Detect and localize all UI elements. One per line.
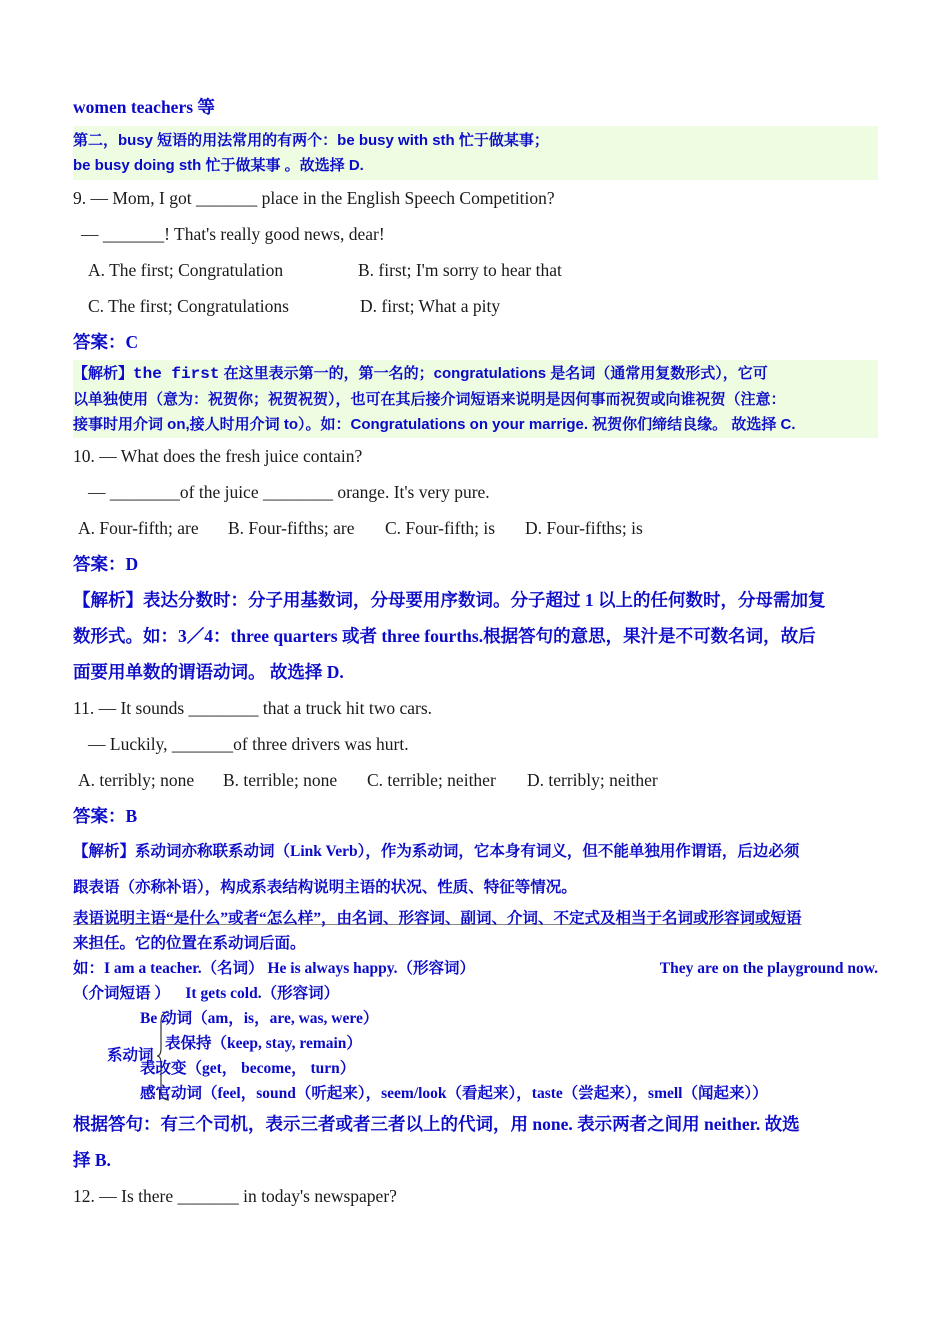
q11-stem: 11. — It sounds ________ that a truck hit two cars.	[73, 698, 433, 718]
document-page	[73, 92, 878, 1214]
q9-explanation	[73, 360, 878, 438]
q11-conclusion2: 择 B.	[73, 1150, 111, 1170]
q11-example1-left: 如：I am a teacher.（名词） He is always happy.（形容词）	[73, 960, 476, 977]
q11-expl-line1: 【解析】系动词亦称联系动词（Link Verb），作为系动词，它本身有词义，但不能单独用作谓语，后边必须	[73, 843, 800, 860]
q9-option-a: A. The first; Congratulation	[88, 260, 284, 280]
q11-option-d: D. terribly; neither	[527, 770, 658, 790]
q10-option-a: A. Four-fifth; are	[78, 518, 199, 538]
q9-expl-line1	[73, 361, 878, 387]
q11-reply: — Luckily, _______of three drivers was hurt.	[88, 734, 409, 754]
q11-example1-right: They are on the playground now.	[659, 960, 878, 977]
q11-conclusion1: 根据答句：有三个司机，表示三者或者三者以上的代词，用 none. 表示两者之间用 neither. 故选	[73, 1114, 800, 1134]
q9-reply: — _______! That's really good news, dear!	[81, 224, 385, 244]
q9-options-row1	[73, 252, 878, 288]
q9-expl-text1: 在这里表示第一的，第一名的；congratulations 是名词（通常用复数形式），它可	[219, 365, 768, 382]
q11-option-c: C. terrible; neither	[367, 770, 496, 790]
q9-option-b: B. first; I'm sorry to hear that	[358, 260, 562, 280]
top-line: women teachers 等	[73, 97, 215, 117]
q10-option-b: B. Four-fifths; are	[228, 518, 355, 538]
q11-option-a: A. terribly; none	[78, 770, 195, 790]
q9-expl-prefix: 【解析】	[73, 365, 134, 382]
tree-item-change: 表改变（get， become， turn）	[140, 1060, 356, 1077]
q12-stem: 12. — Is there _______ in today's newspaper?	[73, 1186, 397, 1206]
q9-expl-mono: the first	[133, 365, 220, 383]
tree-item-be: Be 动词（am，is，are, was, were）	[140, 1010, 379, 1027]
q11-option-b: B. terrible; none	[223, 770, 338, 790]
tree-root: 系动词	[107, 1047, 154, 1064]
linking-verb-tree	[73, 1006, 878, 1106]
q9-expl-line3: 接事时用介词 on,接人时用介词 to）。如：Congratulations on your marrige. 祝贺你们缔结良缘。 故选择 C.	[73, 416, 796, 433]
q10-option-d: D. Four-fifths; is	[525, 518, 643, 538]
q10-option-c: C. Four-fifth; is	[385, 518, 495, 538]
q11-expl-line2: 跟表语（亦称补语），构成系表结构说明主语的状况、性质、特征等情况。	[73, 879, 577, 896]
q10-expl-line3: 面要用单数的谓语动词。 故选择 D.	[73, 662, 344, 682]
q9-answer: 答案：C	[73, 332, 139, 352]
q10-stem: 10. — What does the fresh juice contain?	[73, 446, 363, 466]
q9-options-row2	[73, 288, 878, 324]
q9-stem: 9. — Mom, I got _______ place in the English Speech Competition?	[73, 188, 555, 208]
busy-note-line2: be busy doing sth 忙于做某事 。故选择 D.	[73, 157, 364, 174]
q9-expl-line2: 以单独使用（意为：祝贺你；祝贺祝贺），也可在其后接介词短语来说明是因何事而祝贺或向谁祝贺（注意：	[73, 391, 786, 408]
q11-answer: 答案：B	[73, 806, 138, 826]
q10-reply: — ________of the juice ________ orange. It's very pure.	[88, 482, 490, 502]
tree-item-keep: 表保持（keep, stay, remain）	[165, 1035, 362, 1052]
q11-expl-line3: 表语说明主语“是什么”或者“怎么样”，由名词、形容词、副词、介词、不定式及相当于名词或形容词或短语	[73, 910, 802, 927]
tree-item-sense: 感官动词（feel，sound（听起来），seem/look（看起来），taste（尝起来），smell（闻起来））	[140, 1085, 768, 1102]
busy-note	[73, 126, 878, 180]
q10-expl-line2: 数形式。如：3／4：three quarters 或者 three fourths.根据答句的意思，果汁是不可数名词，故后	[73, 626, 816, 646]
q11-example2: （介词短语 ） It gets cold.（形容词）	[73, 985, 340, 1002]
q11-example1	[73, 956, 878, 981]
busy-note-line1: 第二，busy 短语的用法常用的有两个：be busy with sth 忙于做某事；	[73, 132, 549, 149]
q11-options	[73, 762, 878, 798]
q9-option-c: C. The first; Congratulations	[88, 296, 289, 316]
q10-options	[73, 510, 878, 546]
q11-expl-line4: 来担任。它的位置在系动词后面。	[73, 935, 306, 952]
q10-expl-line1: 【解析】表达分数时：分子用基数词，分母要用序数词。分子超过 1 以上的任何数时，分母需加复	[73, 590, 826, 610]
q9-option-d: D. first; What a pity	[360, 296, 501, 316]
q10-answer: 答案：D	[73, 554, 139, 574]
